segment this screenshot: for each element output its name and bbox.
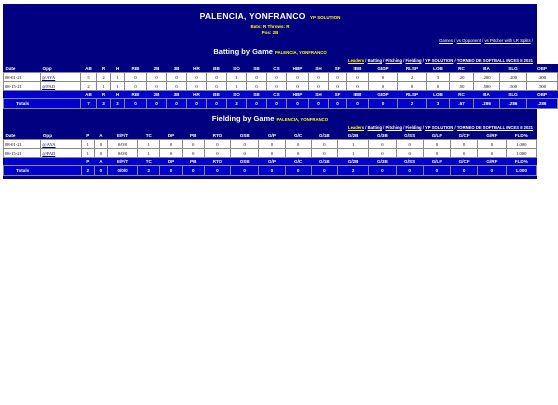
- stat-cell: 0: [347, 82, 369, 91]
- total-cell: 0: [347, 99, 369, 109]
- batting-footer-header: [4, 91, 558, 99]
- col-header[interactable]: OBP: [527, 64, 558, 73]
- opponent-cell: [41, 140, 81, 149]
- link-vs-pitcher[interactable]: vs Pitcher with LR Splits: [484, 38, 531, 43]
- col-header[interactable]: G/SS: [396, 131, 423, 140]
- col-header[interactable]: IBB: [347, 64, 369, 73]
- col-footer: RBI: [125, 91, 147, 99]
- col-footer: G/C: [285, 158, 311, 166]
- stat-cell: 1: [111, 73, 125, 82]
- stat-cell: 0: [478, 149, 506, 158]
- col-header[interactable]: G/3B: [369, 131, 396, 140]
- player-name: PALENCIA, YONFRANCO: [199, 11, 306, 21]
- link-batting[interactable]: Batting: [367, 125, 382, 130]
- col-footer: G/3B: [369, 158, 396, 166]
- fielding-title-tag: PALENCIA, YONFRANCO: [276, 117, 329, 122]
- total-cell: 0: [247, 99, 267, 109]
- col-header[interactable]: BB: [207, 64, 227, 73]
- col-footer: G/CF: [451, 158, 478, 166]
- stat-cell: 0: [329, 73, 347, 82]
- col-footer: AB: [81, 91, 97, 99]
- col-header[interactable]: BA: [474, 64, 500, 73]
- stat-cell: 0: [231, 140, 259, 149]
- stat-cell: 1: [81, 149, 94, 158]
- col-footer: BB: [207, 91, 227, 99]
- col-header[interactable]: LOB: [427, 64, 450, 73]
- opponent-cell: [41, 73, 81, 82]
- stat-cell: 1: [81, 140, 94, 149]
- opponent-cell: [41, 82, 81, 91]
- stat-cell: 0: [285, 140, 311, 149]
- col-header[interactable]: RLSP: [398, 64, 427, 73]
- stat-cell: 1.000: [506, 140, 536, 149]
- link-team[interactable]: YP SOLUTION: [425, 58, 454, 63]
- fielding-title: Fielding by Game PALENCIA, YONFRANCO: [211, 114, 329, 123]
- total-cell: 2: [111, 99, 125, 109]
- total-cell: 0/0/0: [107, 166, 137, 176]
- stat-cell: 0: [160, 140, 182, 149]
- stat-cell: 0: [287, 73, 309, 82]
- stat-cell: 0: [125, 82, 147, 91]
- total-cell: 0: [125, 99, 147, 109]
- col-footer: BA: [474, 91, 500, 99]
- stat-cell: 1: [338, 149, 369, 158]
- total-cell: 0: [182, 166, 204, 176]
- total-cell: 0: [369, 166, 396, 176]
- col-footer: TC: [138, 158, 160, 166]
- total-cell: 0: [329, 99, 347, 109]
- total-cell: 0: [207, 99, 227, 109]
- col-footer: LOB: [427, 91, 450, 99]
- total-cell: 2: [138, 166, 160, 176]
- col-header[interactable]: 2B: [147, 64, 167, 73]
- stat-cell: 0/0/0: [107, 149, 137, 158]
- stat-cell: 0: [207, 82, 227, 91]
- stat-cell: 1: [227, 73, 247, 82]
- col-header[interactable]: E/F/T: [107, 131, 137, 140]
- total-cell: 0: [94, 166, 107, 176]
- stat-cell: 0: [207, 73, 227, 82]
- stats-page: [3, 4, 547, 179]
- stat-cell: 5: [81, 73, 97, 82]
- total-cell: 3: [97, 99, 111, 109]
- stat-cell: 0: [259, 140, 285, 149]
- col-header[interactable]: H: [111, 64, 125, 73]
- stat-cell: 0: [311, 149, 337, 158]
- col-header[interactable]: RBI: [125, 64, 147, 73]
- total-cell: 0: [160, 166, 182, 176]
- col-header[interactable]: RTO: [204, 131, 230, 140]
- link-fielding[interactable]: Fielding: [405, 58, 422, 63]
- fielding-table: [3, 131, 537, 176]
- totals-label: Totals: [4, 166, 82, 176]
- col-footer: G/SS: [396, 158, 423, 166]
- link-pitching[interactable]: Pitching: [385, 58, 403, 63]
- col-footer: FLD%: [506, 158, 536, 166]
- col-footer: 2B: [147, 91, 167, 99]
- stat-cell: 0: [125, 73, 147, 82]
- col-header[interactable]: R: [97, 64, 111, 73]
- total-cell: 0: [311, 166, 337, 176]
- total-cell: 0: [187, 99, 207, 109]
- col-footer: GIDP: [369, 91, 398, 99]
- stat-cell: 0: [287, 82, 309, 91]
- total-cell: 2: [338, 166, 369, 176]
- col-header[interactable]: Opp: [41, 64, 81, 73]
- stat-cell: 3: [427, 73, 450, 82]
- col-footer: G/P: [259, 158, 285, 166]
- table-row: [4, 73, 558, 82]
- link-league[interactable]: TORNEO DE SOFTBALL INCES II 2021: [456, 58, 533, 63]
- stat-cell: 0: [187, 73, 207, 82]
- game-date: 08-15-21: [4, 82, 41, 91]
- col-header[interactable]: SLG: [500, 64, 527, 73]
- stat-cell: 0: [309, 82, 329, 91]
- col-footer: H: [111, 91, 125, 99]
- stat-cell: 1: [138, 149, 160, 158]
- total-cell: .286: [474, 99, 500, 109]
- stat-cell: 0: [259, 149, 285, 158]
- link-team[interactable]: YP SOLUTION: [425, 125, 454, 130]
- total-cell: 1.000: [506, 166, 536, 176]
- col-footer: SB: [247, 91, 267, 99]
- link-pitching[interactable]: Pitching: [385, 125, 403, 130]
- stat-cell: .200: [474, 73, 500, 82]
- total-cell: 3: [427, 99, 450, 109]
- link-leaders[interactable]: Leaders: [348, 58, 365, 63]
- stat-cell: 0: [94, 149, 107, 158]
- link-games[interactable]: Games: [439, 38, 453, 43]
- col-header[interactable]: RC: [450, 64, 474, 73]
- stat-cell: 1: [227, 82, 247, 91]
- stat-cell: 0: [204, 149, 230, 158]
- col-header[interactable]: SO: [227, 64, 247, 73]
- stat-cell: 0: [160, 149, 182, 158]
- stat-cell: .50: [450, 82, 474, 91]
- table-row: [4, 149, 537, 158]
- fielding-header-row: [4, 131, 537, 140]
- stat-cell: 0: [309, 73, 329, 82]
- col-footer: RC: [450, 91, 474, 99]
- stat-cell: 2: [398, 73, 427, 82]
- link-fielding[interactable]: Fielding: [405, 125, 422, 130]
- col-footer: CS: [267, 91, 287, 99]
- batting-title: Batting by Game PALENCIA, YONFRANCO: [213, 47, 327, 56]
- link-league[interactable]: TORNEO DE SOFTBALL INCES II 2021: [456, 125, 533, 130]
- stat-cell: 0: [311, 140, 337, 149]
- stat-cell: 0: [451, 140, 478, 149]
- stat-cell: 0: [267, 73, 287, 82]
- col-header[interactable]: SB: [247, 64, 267, 73]
- col-footer: SH: [309, 91, 329, 99]
- col-footer: G/LF: [423, 158, 450, 166]
- col-footer: E/F/T: [107, 158, 137, 166]
- stat-cell: 0: [423, 149, 450, 158]
- col-header[interactable]: G/CF: [451, 131, 478, 140]
- total-cell: 0: [167, 99, 187, 109]
- stat-cell: .500: [527, 82, 558, 91]
- opponent-link[interactable]: @AYA: [42, 74, 56, 80]
- stat-cell: 0: [478, 140, 506, 149]
- col-footer: G/1B: [311, 158, 337, 166]
- link-leaders[interactable]: Leaders: [348, 125, 365, 130]
- link-batting[interactable]: Batting: [367, 58, 382, 63]
- stat-cell: 1: [138, 140, 160, 149]
- stat-cell: 0: [204, 140, 230, 149]
- total-cell: 0: [204, 166, 230, 176]
- stat-cell: .500: [474, 82, 500, 91]
- stat-cell: 0: [182, 149, 204, 158]
- fielding-footer-header: [4, 158, 537, 166]
- stat-cell: 0: [369, 73, 398, 82]
- col-footer: G/2B: [338, 158, 369, 166]
- stat-cell: 0: [451, 149, 478, 158]
- stat-cell: 0: [347, 73, 369, 82]
- col-header[interactable]: TC: [138, 131, 160, 140]
- stat-cell: .500: [500, 82, 527, 91]
- total-cell: 0: [147, 99, 167, 109]
- col-header[interactable]: G/RF: [478, 131, 506, 140]
- stat-cell: 0: [167, 73, 187, 82]
- batting-title-tag: PALENCIA, YONFRANCO: [275, 50, 327, 55]
- col-header[interactable]: G/P: [259, 131, 285, 140]
- stat-cell: 0: [369, 82, 398, 91]
- col-footer: R: [97, 91, 111, 99]
- fielding-nav-links: Leaders / Batting / Pitching / Fielding / YP SOLUTION / TORNEO DE SOFTBALL INCES II 2021: [348, 125, 533, 130]
- col-header[interactable]: PB: [182, 131, 204, 140]
- col-footer: SF: [329, 91, 347, 99]
- total-cell: 0: [451, 166, 478, 176]
- stat-cell: 0: [329, 82, 347, 91]
- opponent-link[interactable]: @AYA: [42, 141, 56, 147]
- col-footer: HBP: [287, 91, 309, 99]
- total-cell: .286: [527, 99, 558, 109]
- bats-throws: Bats: R Throws: R: [250, 24, 290, 29]
- total-cell: 0: [423, 166, 450, 176]
- total-cell: 2: [398, 99, 427, 109]
- position: Pos: 2B: [261, 30, 279, 35]
- fielding-totals-row: [4, 166, 537, 176]
- total-cell: 0: [369, 99, 398, 109]
- player-header: [3, 4, 537, 36]
- opponent-cell: [41, 149, 81, 158]
- stat-cell: 2: [81, 82, 97, 91]
- col-footer: RTO: [204, 158, 230, 166]
- col-header[interactable]: CS: [267, 64, 287, 73]
- col-header[interactable]: AB: [81, 64, 97, 73]
- game-date: 08-01-21: [4, 73, 41, 82]
- link-vs-opponent[interactable]: vs Opponent: [456, 38, 481, 43]
- stat-cell: 0: [396, 140, 423, 149]
- total-cell: 0: [285, 166, 311, 176]
- col-footer: DP: [160, 158, 182, 166]
- col-footer: SLG: [500, 91, 527, 99]
- col-header[interactable]: OSB: [231, 131, 259, 140]
- stat-cell: .200: [527, 73, 558, 82]
- col-footer: G/RF: [478, 158, 506, 166]
- stat-cell: 0: [369, 140, 396, 149]
- col-footer: RLSP: [398, 91, 427, 99]
- table-row: [4, 82, 558, 91]
- table-row: [4, 140, 537, 149]
- stat-cell: 0: [423, 140, 450, 149]
- stat-cell: 0: [182, 140, 204, 149]
- col-footer: OBP: [527, 91, 558, 99]
- col-header[interactable]: Date: [4, 131, 41, 140]
- stat-cell: 1: [111, 82, 125, 91]
- col-header[interactable]: G/2B: [338, 131, 369, 140]
- stat-cell: 2: [97, 73, 111, 82]
- stat-cell: 0: [247, 73, 267, 82]
- view-links: Games / vs Opponent / vs Pitcher with LR Splits /: [439, 38, 533, 43]
- col-header[interactable]: FLD%: [506, 131, 536, 140]
- col-header[interactable]: HBP: [287, 64, 309, 73]
- total-cell: 0: [231, 166, 259, 176]
- stat-cell: 0: [369, 149, 396, 158]
- opponent-link[interactable]: @PAD: [42, 83, 55, 89]
- total-cell: 0: [309, 99, 329, 109]
- col-header[interactable]: G/C: [285, 131, 311, 140]
- col-footer: 3B: [167, 91, 187, 99]
- total-cell: 0: [259, 166, 285, 176]
- col-header[interactable]: 3B: [167, 64, 187, 73]
- stat-cell: 0/0/0: [107, 140, 137, 149]
- total-cell: 0: [478, 166, 506, 176]
- stat-cell: .200: [500, 73, 527, 82]
- col-footer: HR: [187, 91, 207, 99]
- stat-cell: 0: [231, 149, 259, 158]
- col-header[interactable]: SF: [329, 64, 347, 73]
- total-cell: 0: [396, 166, 423, 176]
- stat-cell: 0: [187, 82, 207, 91]
- game-date: 08-15-21: [4, 149, 41, 158]
- total-cell: .57: [450, 99, 474, 109]
- opponent-link[interactable]: @PAD: [42, 150, 56, 156]
- batting-header-row: [4, 64, 558, 73]
- stat-cell: 1: [97, 82, 111, 91]
- stat-cell: 0: [94, 140, 107, 149]
- totals-label: Totals: [4, 99, 81, 109]
- col-header[interactable]: DP: [160, 131, 182, 140]
- total-cell: 7: [81, 99, 97, 109]
- stat-cell: 0: [427, 82, 450, 91]
- stat-cell: 0: [147, 82, 167, 91]
- stat-cell: 1: [338, 140, 369, 149]
- col-header[interactable]: HR: [187, 64, 207, 73]
- total-cell: .286: [500, 99, 527, 109]
- stat-cell: 1.000: [506, 149, 536, 158]
- col-header[interactable]: Opp: [41, 131, 81, 140]
- total-cell: 0: [267, 99, 287, 109]
- team-tag[interactable]: YP SOLUTION: [310, 15, 341, 20]
- batting-table: [3, 64, 558, 109]
- stat-cell: 0: [147, 73, 167, 82]
- stat-cell: 0: [167, 82, 187, 91]
- stat-cell: 0: [396, 149, 423, 158]
- col-footer: SO: [227, 91, 247, 99]
- col-header[interactable]: Date: [4, 64, 41, 73]
- col-header[interactable]: G/1B: [311, 131, 337, 140]
- col-header[interactable]: GIDP: [369, 64, 398, 73]
- col-footer: A: [94, 158, 107, 166]
- total-cell: 2: [81, 166, 94, 176]
- stat-cell: 0: [267, 82, 287, 91]
- col-header[interactable]: A: [94, 131, 107, 140]
- stat-cell: .20: [450, 73, 474, 82]
- stat-cell: 0: [247, 82, 267, 91]
- col-header[interactable]: G/LF: [423, 131, 450, 140]
- stat-cell: 0: [398, 82, 427, 91]
- col-footer: P: [81, 158, 94, 166]
- col-header[interactable]: P: [81, 131, 94, 140]
- col-footer: IBB: [347, 91, 369, 99]
- game-date: 08-01-21: [4, 140, 41, 149]
- col-footer: PB: [182, 158, 204, 166]
- batting-totals-row: [4, 99, 558, 109]
- total-cell: 0: [287, 99, 309, 109]
- col-header[interactable]: SH: [309, 64, 329, 73]
- batting-nav-links: Leaders / Batting / Pitching / Fielding / YP SOLUTION / TORNEO DE SOFTBALL INCES II 2021: [348, 58, 533, 63]
- col-footer: OSB: [231, 158, 259, 166]
- stat-cell: 0: [285, 149, 311, 158]
- total-cell: 2: [227, 99, 247, 109]
